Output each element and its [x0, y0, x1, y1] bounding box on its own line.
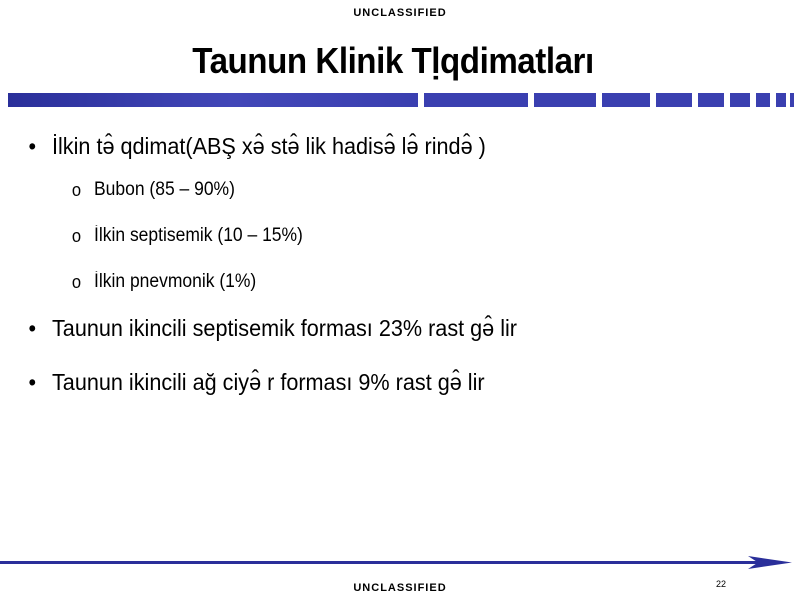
title-divider-bar [8, 93, 794, 107]
page-number: 22 [716, 579, 727, 589]
slide-title: Taunun Klinik Tḷqdimatları [192, 40, 594, 81]
sub-bullet-text: Bubon (85 – 90%) [94, 179, 235, 200]
sub-bullet-item [71, 270, 744, 294]
slide-content [0, 122, 800, 396]
sub-bullet-item [71, 224, 744, 248]
sub-bullet-marker: o [71, 272, 82, 292]
sub-bullet-text: İlkin pnevmonik (1%) [94, 271, 257, 292]
footer-arrow-line [0, 553, 800, 573]
bullet-text: İlkin tə̂ qdimat(ABŞ xə̂ stə̂ lik hadisə̂ lə̂ rində̂ ) [52, 133, 486, 159]
bullet-item [28, 368, 755, 396]
bullet-item [28, 314, 755, 342]
sub-bullet-marker: o [71, 180, 82, 200]
sub-bullet-marker: o [71, 226, 82, 246]
classification-top: UNCLASSIFIED [353, 7, 447, 19]
bullet-marker: • [28, 133, 37, 159]
classification-bottom: UNCLASSIFIED [353, 582, 447, 594]
bullet-text: Taunun ikincili ağ ciyə̂ r forması 9% rast gə̂ lir [52, 369, 485, 395]
bullet-marker: • [28, 315, 37, 341]
bullet-item [28, 132, 755, 160]
bullet-marker: • [28, 369, 37, 395]
sub-bullet-item [71, 178, 744, 202]
bullet-text: Taunun ikincili septisemik forması 23% rast gə̂ lir [52, 315, 518, 341]
sub-bullet-text: İlkin septisemik (10 – 15%) [94, 225, 303, 246]
